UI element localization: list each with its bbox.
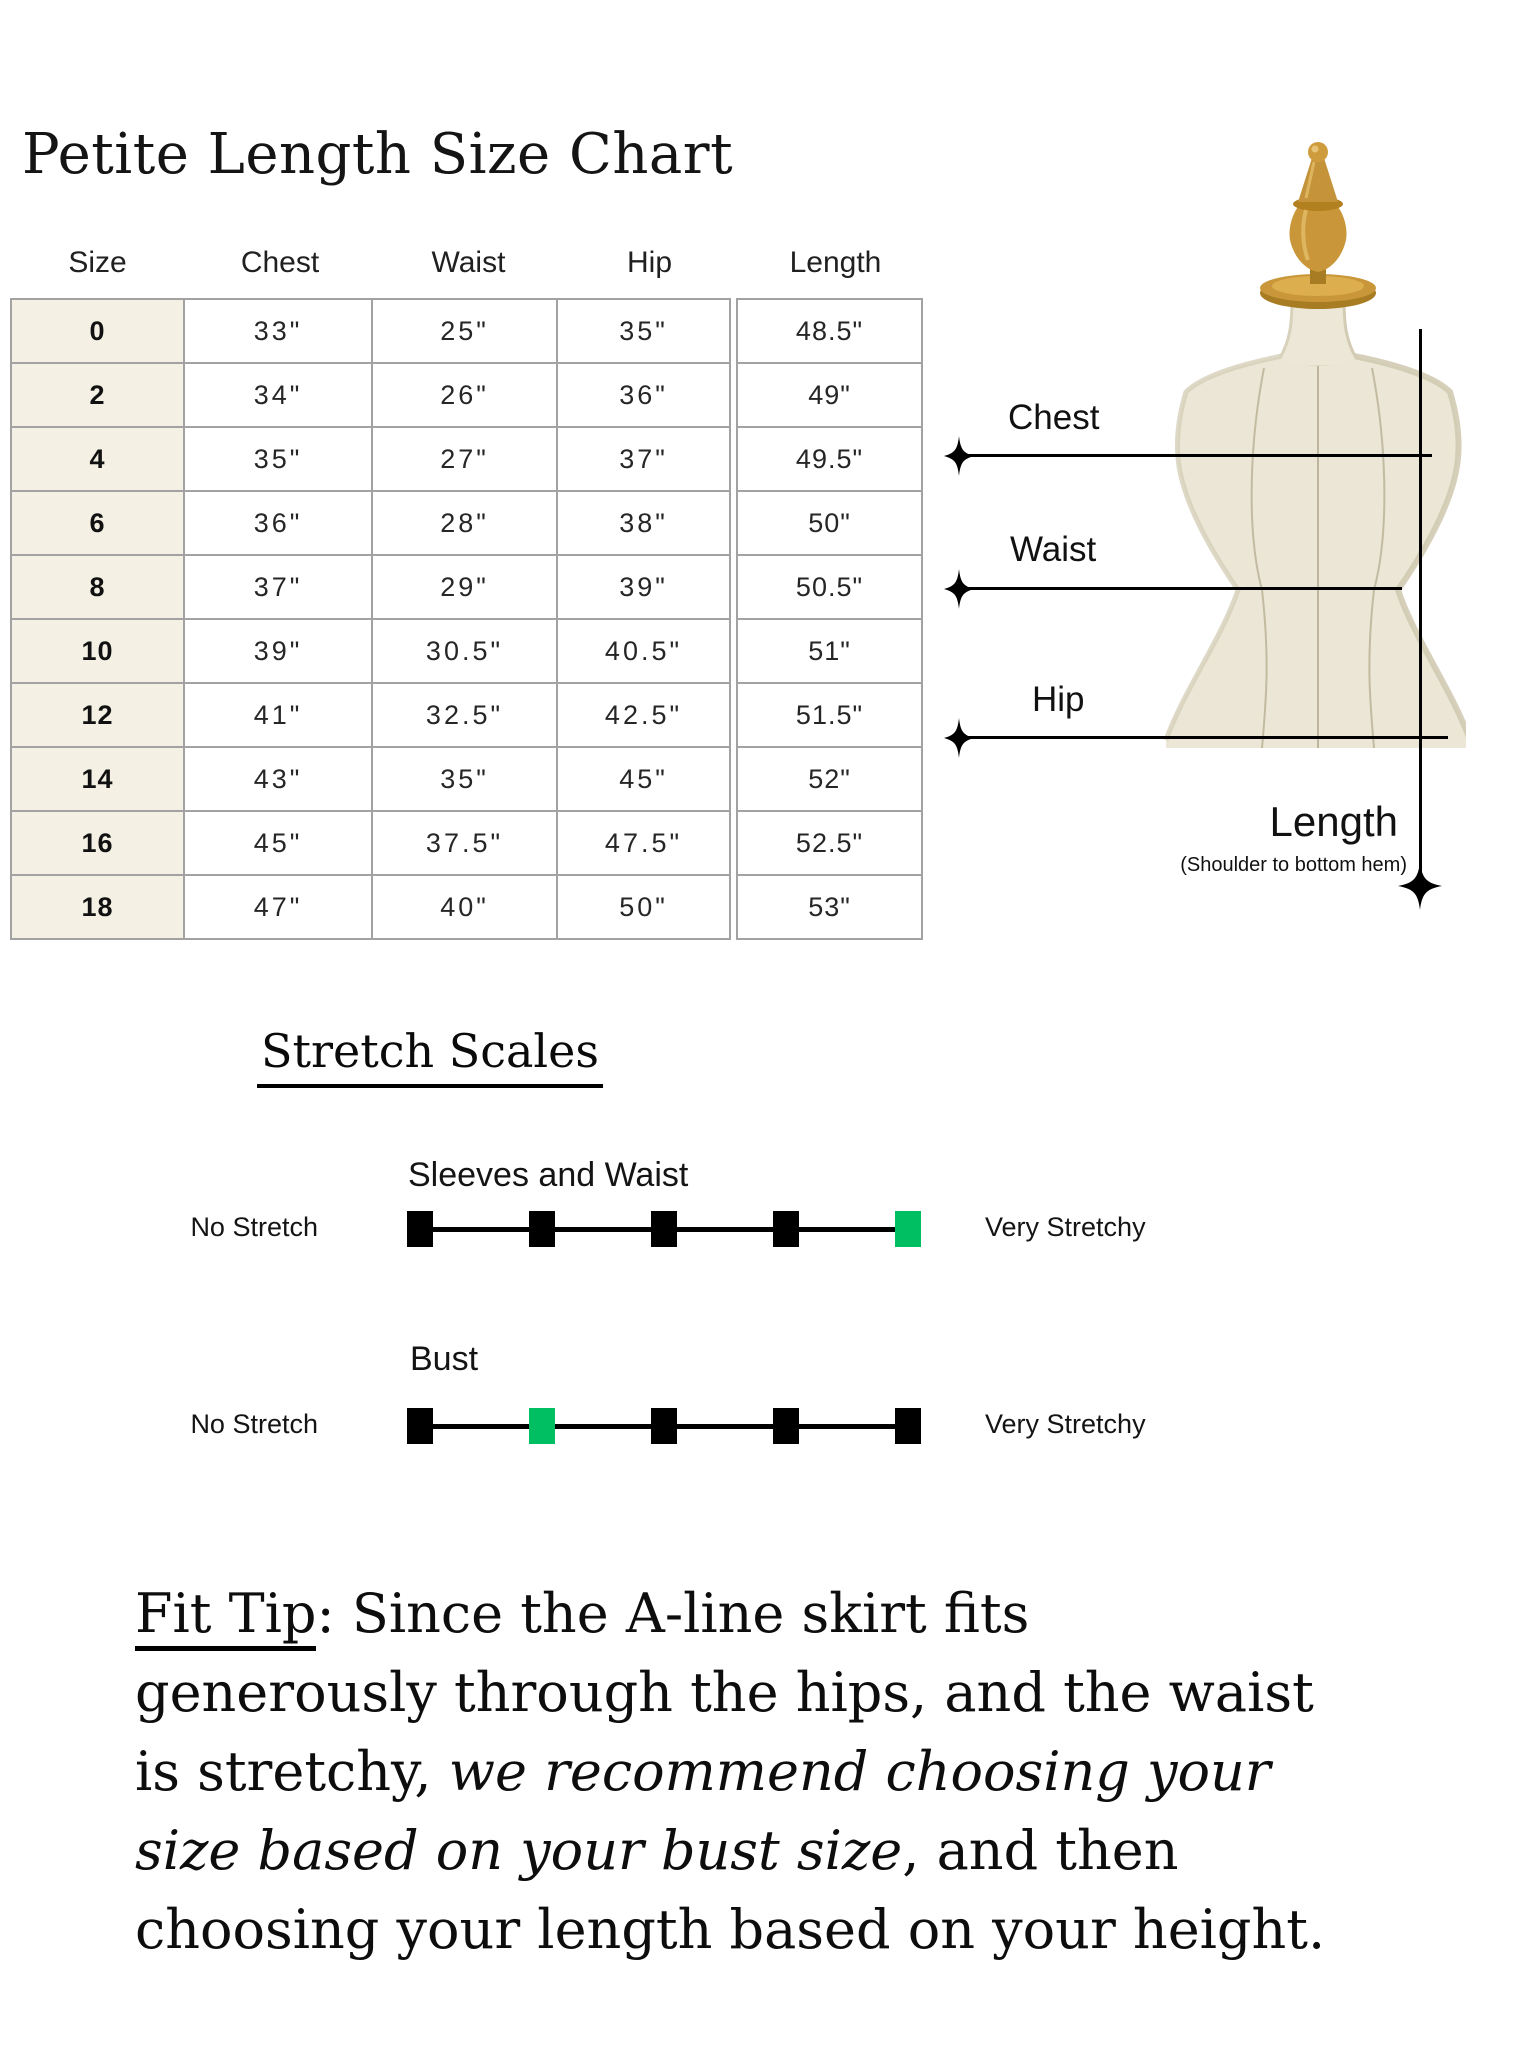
hip-star-icon bbox=[944, 718, 974, 758]
size-cell: 8 bbox=[11, 555, 184, 619]
table-row bbox=[11, 491, 730, 555]
very-stretchy-label: Very Stretchy bbox=[985, 1212, 1146, 1242]
chest-cell: 33" bbox=[184, 299, 372, 363]
stretch-level-marker-active bbox=[529, 1408, 555, 1444]
length-cell: 53" bbox=[737, 875, 922, 939]
chest-cell: 35" bbox=[184, 427, 372, 491]
stretch-level-marker bbox=[529, 1211, 555, 1247]
table-row bbox=[11, 875, 730, 939]
length-sublabel: (Shoulder to bottom hem) bbox=[1180, 854, 1407, 876]
chest-line bbox=[958, 454, 1432, 457]
page-title: Petite Length Size Chart bbox=[22, 122, 734, 187]
hip-label: Hip bbox=[1032, 680, 1085, 719]
hip-cell: 36" bbox=[557, 363, 730, 427]
waist-cell: 25" bbox=[372, 299, 557, 363]
waist-cell: 40" bbox=[372, 875, 557, 939]
length-table-row bbox=[737, 875, 922, 939]
very-stretchy-label: Very Stretchy bbox=[985, 1409, 1146, 1439]
waist-cell: 26" bbox=[372, 363, 557, 427]
hip-cell: 40.5" bbox=[557, 619, 730, 683]
size-cell: 16 bbox=[11, 811, 184, 875]
length-cell: 49" bbox=[737, 363, 922, 427]
fit-tip-segment: : Since the A-line skirt fits generously through the hips, and the waist is stretchy, bbox=[135, 1582, 1314, 1803]
length-cell: 51.5" bbox=[737, 683, 922, 747]
table-row bbox=[11, 811, 730, 875]
scale-label-sleeves-waist: Sleeves and Waist bbox=[408, 1156, 689, 1194]
size-cell: 10 bbox=[11, 619, 184, 683]
fit-tip-segment: , and then choosing your length based on your height. bbox=[135, 1819, 1326, 1961]
stretch-level-marker bbox=[773, 1408, 799, 1444]
chest-cell: 37" bbox=[184, 555, 372, 619]
length-cell: 50.5" bbox=[737, 555, 922, 619]
length-cell: 50" bbox=[737, 491, 922, 555]
stretch-level-marker bbox=[651, 1211, 677, 1247]
table-row bbox=[11, 683, 730, 747]
fit-tip-segment: Fit Tip bbox=[135, 1582, 316, 1651]
size-cell: 18 bbox=[11, 875, 184, 939]
hip-cell: 45" bbox=[557, 747, 730, 811]
stretch-level-marker bbox=[773, 1211, 799, 1247]
column-header-chest: Chest bbox=[240, 246, 320, 279]
waist-cell: 29" bbox=[372, 555, 557, 619]
length-table bbox=[736, 298, 923, 940]
size-cell: 12 bbox=[11, 683, 184, 747]
waist-line bbox=[958, 587, 1402, 590]
waist-cell: 37.5" bbox=[372, 811, 557, 875]
stretch-level-marker bbox=[407, 1211, 433, 1247]
length-table-row bbox=[737, 811, 922, 875]
size-cell: 2 bbox=[11, 363, 184, 427]
waist-cell: 28" bbox=[372, 491, 557, 555]
column-header-size: Size bbox=[68, 246, 127, 279]
hip-cell: 35" bbox=[557, 299, 730, 363]
hip-cell: 37" bbox=[557, 427, 730, 491]
table-row bbox=[11, 555, 730, 619]
size-cell: 0 bbox=[11, 299, 184, 363]
length-table-row bbox=[737, 491, 922, 555]
stretch-scales-heading: Stretch Scales bbox=[257, 1024, 603, 1088]
length-cell: 48.5" bbox=[737, 299, 922, 363]
fit-tip-segment: we recommend choosing your size based on your bust size bbox=[135, 1740, 1271, 1882]
table-header-row bbox=[10, 238, 929, 288]
table-row bbox=[11, 363, 730, 427]
chest-cell: 41" bbox=[184, 683, 372, 747]
length-line bbox=[1419, 329, 1422, 885]
chest-cell: 36" bbox=[184, 491, 372, 555]
waist-cell: 27" bbox=[372, 427, 557, 491]
chest-cell: 43" bbox=[184, 747, 372, 811]
length-cell: 51" bbox=[737, 619, 922, 683]
length-table-row bbox=[737, 683, 922, 747]
length-cell: 52.5" bbox=[737, 811, 922, 875]
no-stretch-label: No Stretch bbox=[190, 1409, 318, 1439]
length-table-row bbox=[737, 299, 922, 363]
size-cell: 6 bbox=[11, 491, 184, 555]
stretch-level-marker bbox=[407, 1408, 433, 1444]
length-label: Length bbox=[1269, 798, 1398, 845]
size-table bbox=[10, 298, 923, 940]
stretch-level-marker bbox=[895, 1408, 921, 1444]
length-table-row bbox=[737, 363, 922, 427]
stretch-level-marker-active bbox=[895, 1211, 921, 1247]
length-cell: 52" bbox=[737, 747, 922, 811]
column-header-hip: Hip bbox=[626, 246, 672, 279]
waist-cell: 35" bbox=[372, 747, 557, 811]
length-cell: 49.5" bbox=[737, 427, 922, 491]
chest-cell: 47" bbox=[184, 875, 372, 939]
waist-cell: 32.5" bbox=[372, 683, 557, 747]
column-header-length: Length bbox=[789, 246, 882, 279]
measurements-table bbox=[10, 298, 731, 940]
chest-cell: 45" bbox=[184, 811, 372, 875]
table-row bbox=[11, 427, 730, 491]
hip-line bbox=[958, 736, 1448, 739]
dress-form-mannequin-icon bbox=[1146, 140, 1466, 750]
length-table-row bbox=[737, 555, 922, 619]
stretch-level-marker bbox=[651, 1408, 677, 1444]
waist-cell: 30.5" bbox=[372, 619, 557, 683]
hip-cell: 47.5" bbox=[557, 811, 730, 875]
hip-cell: 39" bbox=[557, 555, 730, 619]
fit-tip-paragraph bbox=[135, 1574, 1345, 1969]
hip-cell: 38" bbox=[557, 491, 730, 555]
chest-star-icon bbox=[944, 436, 974, 476]
chest-cell: 39" bbox=[184, 619, 372, 683]
column-header-waist: Waist bbox=[431, 246, 506, 279]
length-table-row bbox=[737, 619, 922, 683]
hip-cell: 42.5" bbox=[557, 683, 730, 747]
chest-cell: 34" bbox=[184, 363, 372, 427]
length-table-row bbox=[737, 427, 922, 491]
table-row bbox=[11, 747, 730, 811]
table-row bbox=[11, 299, 730, 363]
waist-star-icon bbox=[944, 569, 974, 609]
no-stretch-label: No Stretch bbox=[190, 1212, 318, 1242]
hip-cell: 50" bbox=[557, 875, 730, 939]
table-row bbox=[11, 619, 730, 683]
size-cell: 14 bbox=[11, 747, 184, 811]
waist-label: Waist bbox=[1010, 530, 1097, 569]
chest-label: Chest bbox=[1008, 398, 1100, 437]
size-cell: 4 bbox=[11, 427, 184, 491]
scale-label-bust: Bust bbox=[410, 1340, 479, 1378]
length-table-row bbox=[737, 747, 922, 811]
